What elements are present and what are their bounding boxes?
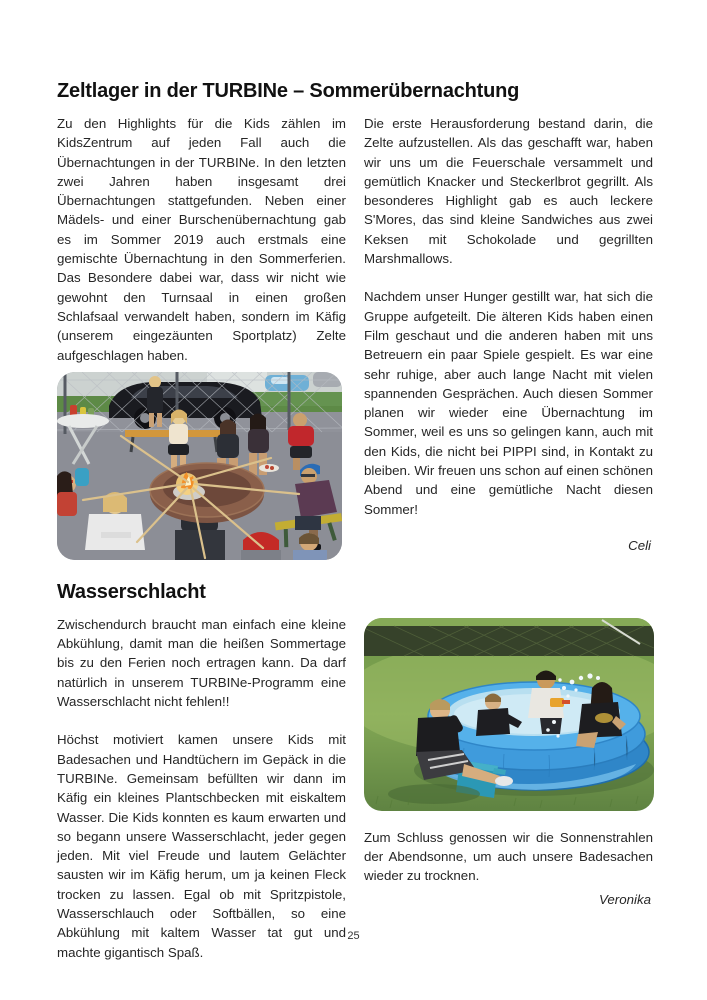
article-title-wasserschlacht: Wasserschlacht bbox=[57, 580, 206, 603]
blue-car bbox=[265, 375, 309, 391]
article2-signature: Veronika bbox=[599, 891, 651, 907]
article2-paragraph: Zwischendurch braucht man einfach eine kleine Abkühlung, damit man die heißen Sommertage bis zu den Ferien noch ertragen kann. Da darf natürlich in unserem TURBINe-Programm eine Wasserschlacht nicht fehlen!! bbox=[57, 616, 346, 710]
page-footer bbox=[0, 926, 707, 944]
plate bbox=[259, 464, 279, 472]
teal-bag bbox=[75, 468, 89, 486]
page-number: 25 bbox=[347, 930, 360, 942]
gray-car bbox=[313, 372, 342, 387]
article1-left-column bbox=[57, 114, 346, 560]
pool-photo bbox=[364, 618, 654, 811]
article-wasserschlacht bbox=[57, 581, 654, 981]
pool-photo-illustration bbox=[364, 618, 654, 811]
article1-paragraph: Zu den Highlights für die Kids zählen im KidsZentrum auf jeden Fall auch die Übernachtungen in der TURBINe. In den letzten zwei Jahren haben insgesamt drei Übernachtungen stattgefunden. Neben einer Mädels- und einer Burschenübernachtung gab es im Sommer 2019 auch erstmals eine gemischte Übernachtung in den Sommerferien. Das Besondere dabei war, dass wir nicht wie gewohnt den Turnsaal in einen großen Schlafsaal verwandelt haben, sondern im Käfig (unserem eingezäunten Sportplatz) Zelte aufgeschlagen haben. bbox=[57, 116, 346, 363]
campfire-photo bbox=[57, 372, 342, 560]
article-title-zeltlager: Zeltlager in der TURBINe – Sommerübernachtung bbox=[57, 80, 520, 102]
campfire-photo-illustration bbox=[57, 372, 342, 560]
article1-columns bbox=[57, 114, 654, 560]
article1-paragraph: Die erste Herausforderung bestand darin, die Zelte aufzustellen. Als das geschafft war, haben wir uns um die Feuerschale versammelt und gemütlich Knacker und Steckerlbrot gegrillt. Als besonderes Highlight gab es auch leckere S'Mores, das sind kleine Sandwiches aus zwei Keksen mit Schokolade und gegrillten Marshmallows. bbox=[364, 116, 653, 267]
article-zeltlager bbox=[57, 80, 654, 560]
article1-right-column bbox=[364, 114, 653, 560]
article1-paragraph: Nachdem unser Hunger gestillt war, hat sich die Gruppe aufgeteilt. Die älteren Kids haben einen Film geschaut und die anderen haben mit uns Betreuern ein paar Spiele gespielt. Es war eine sehr ruhige, aber auch lange Nacht mit vielen spannenden Gesprächen. Auch diesen Sommer planen wir wieder eine Übernachtung im Sommer, weil es uns so gelingen kann, auch mit den Kids, die nicht bei PIPPI sind, in Kontakt zu bleiben. Wir freuen uns schon auf einen schönen Abend und eine gemütliche Nacht diesen Sommer! bbox=[364, 289, 653, 517]
article2-paragraph: Höchst motiviert kamen unsere Kids mit Badesachen und Handtüchern im Gepäck in die TURBINe. Gemeinsam befüllten wir dann im Käfig ein kleines Plantschbecken mit eiskaltem Wasser. Die Kids konnten es kaum erwarten und so begann unsere Wasserschlacht, jeder gegen jeden. Mit viel Freude und lautem Gelächter sausten wir im Käfig herum, um ja keinen Fleck trocken zu lassen. Egal ob mit Spritzpistole, Wasserschlauch oder Softbällen, so eine Abkühlung mit kaltem Wasser tat gut und machte gigantisch Spaß. bbox=[57, 732, 346, 960]
fire-bowl bbox=[150, 463, 264, 523]
article1-signature: Celi bbox=[628, 537, 651, 553]
article2-paragraph: Zum Schluss genossen wir die Sonnenstrahlen der Abendsonne, um auch unsere Badesachen wieder zu trocknen. bbox=[364, 829, 653, 884]
